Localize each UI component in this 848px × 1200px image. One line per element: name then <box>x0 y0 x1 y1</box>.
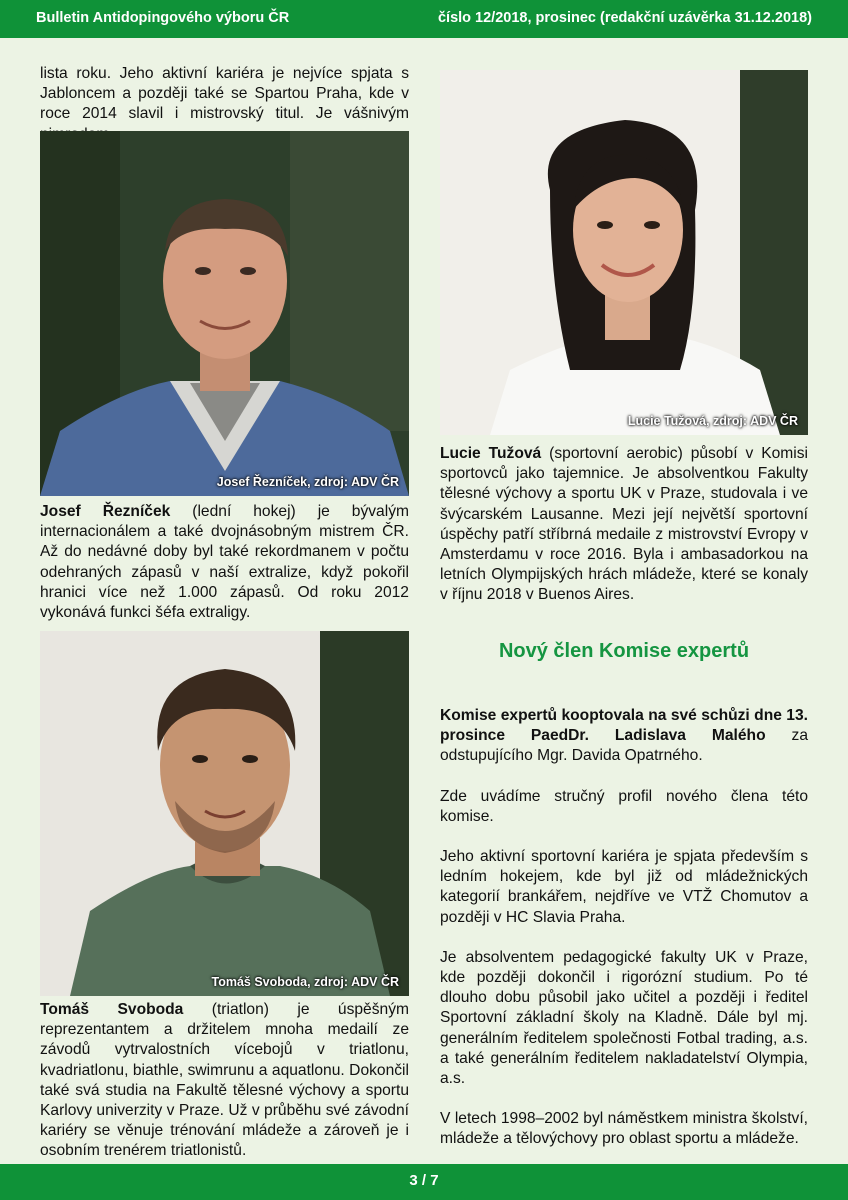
photo-tomas-svoboda <box>40 631 409 996</box>
photo-lucie-tuzova <box>440 70 808 435</box>
tuzova-bio: Lucie Tužová (sportovní aerobic) působí v Komisi sportovců jako tajemnice. Je absolventkou Fakulty tělesné výchovy a sportu UK v Praze, studovala i ve švýcarském Lausanne. Mezi její největší sportovní úspěchy patří stříbrná medaile z mistrovství Evropy v Amsterdamu v roce 2016. Byla i ambasadorkou na letních Olympijských hrách mládeže, které se konaly v říjnu 2018 v Buenos Aires. <box>440 445 808 604</box>
issue-info: číslo 12/2018, prosinec (redakční uzávěrka 31.12.2018) <box>437 10 812 26</box>
paragraph: Jeho aktivní sportovní kariéra je spjata především s ledním hokejem, kde byl již od mládežnických kategorií brankářem, nejdříve ve VTŽ Chomutov a později v HC Slavia Praha. <box>440 848 808 926</box>
photo-caption: Tomáš Svoboda, zdroj: ADV ČR <box>211 975 399 989</box>
header-bar <box>0 0 848 38</box>
section-heading: Nový člen Komise expertů <box>498 640 750 662</box>
page-number: 3 / 7 <box>409 1172 439 1189</box>
photo-caption: Josef Řezníček, zdroj: ADV ČR <box>216 475 399 489</box>
paragraph: Zde uvádíme stručný profil nového člena této komise. <box>440 787 808 825</box>
portrait-man-shirt-image <box>40 631 409 996</box>
photo-caption: Lucie Tužová, zdroj: ADV ČR <box>627 414 798 428</box>
reznicek-bio: Josef Řezníček (lední hokej) je bývalým internacionálem a také dvojnásobným mistrem ČR. Až do nedávné doby byl také rekordmanem v počtu odehraných zápasů v naší extralize, když pokořil hranici více než 1.000 zápasů. Od roku 2012 vykonává funkci šéfa extraligy. <box>40 503 409 622</box>
svoboda-bio: Tomáš Svoboda (triatlon) je úspěšným reprezentantem a držitelem mnoha medailí ze závodů vytrvalostních víceboјů v triatlonu, kvadriatlonu, biathle, swimrunu a aquatlonu. Dokončil také svá studia na Fakultě tělesné výchovy a sportu Karlovy univerzity v Praze. Už v průběhu své závodní kariéry se věnuje trénování mládeže a zároveň je i osobním trenérem triatlonistů. <box>40 1001 409 1160</box>
photo-josef-reznicek <box>40 131 409 496</box>
paragraph: V letech 1998–2002 byl náměstkem ministra školství, mládeže a tělovýchovy pro oblast sportu a mládeže. <box>440 1110 808 1148</box>
footer-bar <box>0 1164 848 1200</box>
section-body <box>440 706 808 1150</box>
paragraph: Je absolventem pedagogické fakulty UK v Praze, kde později dokončil i rigorózní studium. Po té dlouho dobu působil jako učitel a později i ředitel Sportovní základní školy na Kladně. Dále byl mj. generálním ředitelem společnosti Fotbal trading, a.s. a také generálním ředitelem nakladatelství Olympia, a.s. <box>440 948 808 1088</box>
person-name: Josef Řezníček <box>40 503 171 520</box>
lead-paragraph: Komise expertů kooptovala na své schůzi dne 13. prosince PaedDr. Ladislava Malého za odstupujícího Mgr. Davida Opatrného. <box>440 707 808 765</box>
bulletin-title: Bulletin Antidopingového výboru ČR <box>36 10 290 26</box>
portrait-woman-image <box>440 70 808 435</box>
person-name: Lucie Tužová <box>440 445 542 462</box>
person-name: Tomáš Svoboda <box>40 1001 184 1018</box>
intro-text: lista roku. Jeho aktivní kariéra je nejvíce spjata s Jabloncem a později také se Spartou Praha, kde v roce 2014 slavil i mistrovský titul. Je vášnivým <box>40 65 409 123</box>
portrait-man-suit-image <box>40 131 409 496</box>
